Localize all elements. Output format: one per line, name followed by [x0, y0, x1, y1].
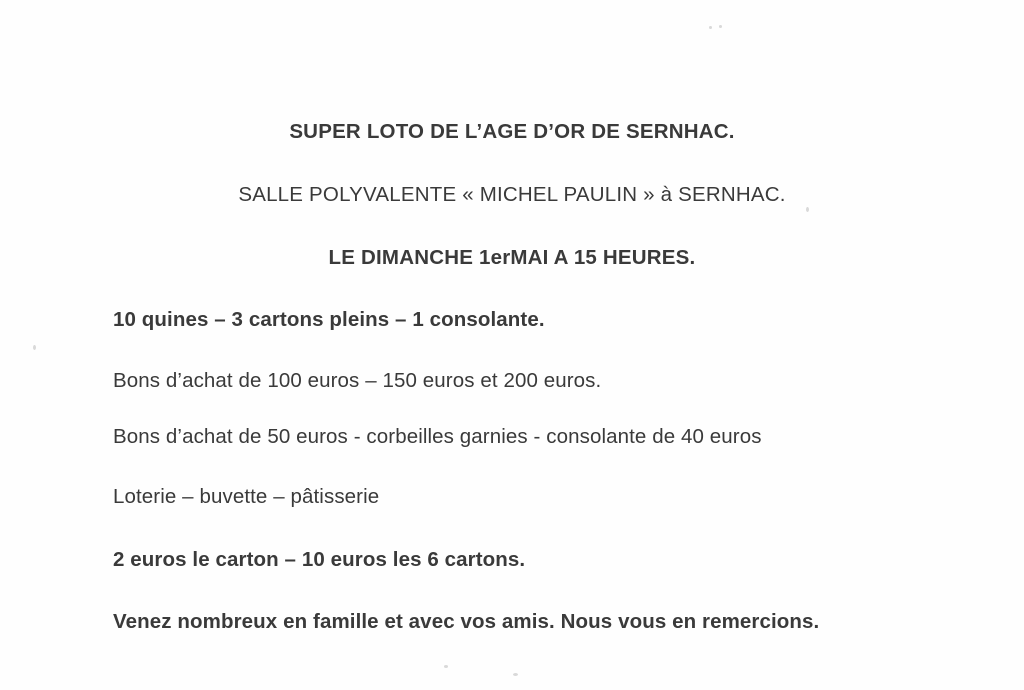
scan-speck	[33, 345, 36, 350]
flyer-extras: Loterie – buvette – pâtisserie	[113, 485, 380, 508]
scan-speck	[444, 665, 448, 668]
scan-speck	[806, 207, 809, 212]
flyer-closing: Venez nombreux en famille et avec vos amis. Nous vous en remercions.	[113, 610, 820, 633]
scan-speck	[513, 673, 518, 676]
flyer-vouchers-low: Bons d’achat de 50 euros - corbeilles garnies - consolante de 40 euros	[113, 425, 762, 448]
flyer-pricing: 2 euros le carton – 10 euros les 6 cartons.	[113, 548, 526, 571]
scan-speck	[709, 26, 712, 29]
flyer-vouchers-high: Bons d’achat de 100 euros – 150 euros et 200 euros.	[113, 369, 602, 392]
scan-speck	[719, 25, 722, 28]
flyer-title: SUPER LOTO DE L’AGE D’OR DE SERNHAC.	[289, 120, 735, 143]
flyer-venue: SALLE POLYVALENTE « MICHEL PAULIN » à SERNHAC.	[238, 183, 786, 206]
flyer-date: LE DIMANCHE 1erMAI A 15 HEURES.	[328, 246, 696, 269]
flyer-prizes-count: 10 quines – 3 cartons pleins – 1 consolante.	[113, 308, 545, 331]
